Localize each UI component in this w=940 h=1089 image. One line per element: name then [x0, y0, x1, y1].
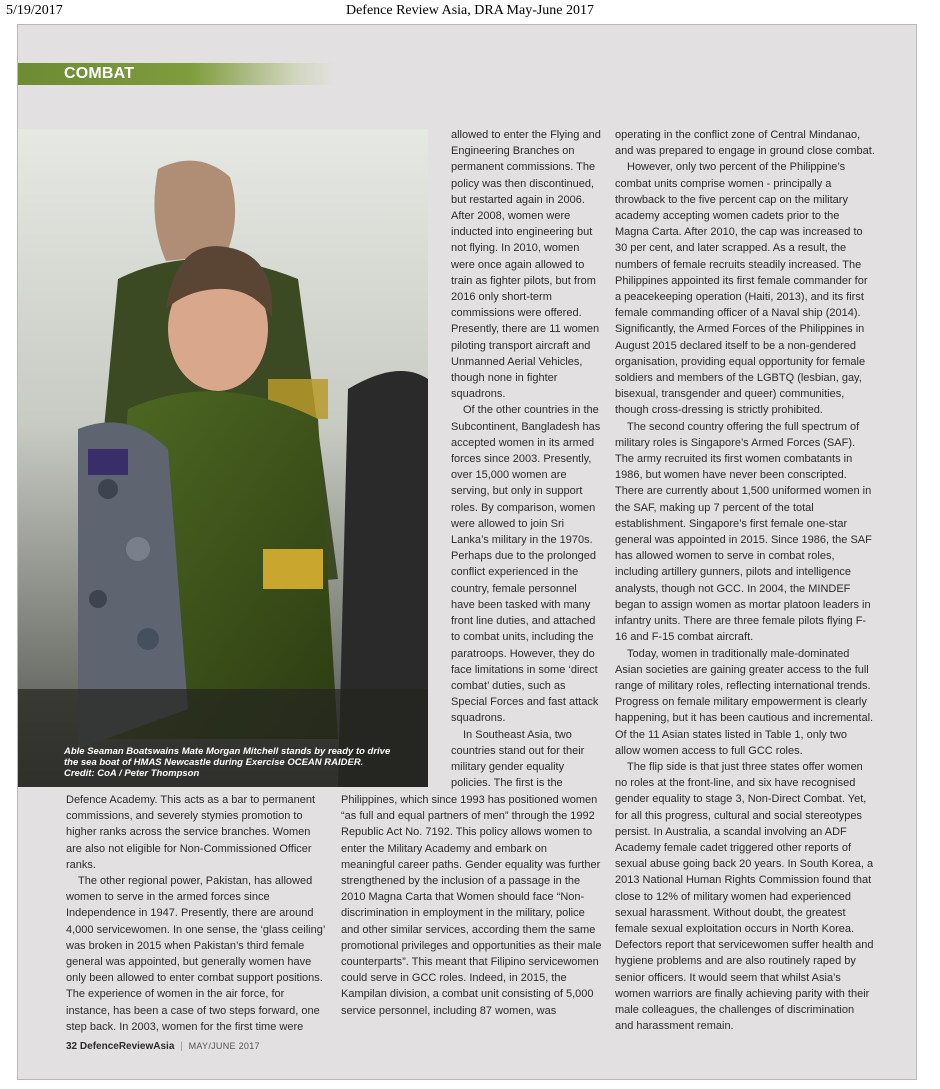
article-column-narrow	[451, 127, 601, 791]
photo-illustration	[18, 129, 428, 787]
paragraph: The flip side is that just three states offer women no roles at the front-line, and six have recognised gender equality to stage 3, Non-Direct Combat. Yet, for all this progress, cultural and social stereotypes persist. In Australia, a scandal involving an ADF Academy female cadet triggered other reports of sexual abuse going back 20 years. In South Korea, a 2013 National Human Rights Commission found that close to 12% of military women had experienced sexual harassment. Without doubt, the greatest female sexual exploitation occurs in North Korea. Defectors report that servicewomen suffer health and hygiene problems and are also routinely raped by senior officers. It would seem that whilst Asia’s women warriors are finally achieving parity with their male colleagues, the challenges of discrimination and harassment remain.	[615, 760, 874, 1033]
article-column-right	[615, 127, 875, 1034]
paragraph: Today, women in traditionally male-dominated Asian societies are gaining greater access to the full range of military roles, reflecting international trends. Progress on female military empowerment is clearly happening, but it has been cautious and incremental. Of the 11 Asian states listed in Table 1, only two allow women access to full GCC roles.	[615, 647, 874, 757]
page-number: 32	[66, 1041, 78, 1052]
paragraph: In Southeast Asia, two countries stand out for their military gender equality policies. The first is the	[451, 728, 585, 790]
caption-line: the sea boat of HMAS Newcastle during Exercise OCEAN RAIDER.	[64, 757, 364, 768]
issue-date: MAY/JUNE 2017	[188, 1041, 260, 1051]
print-header	[0, 0, 940, 22]
paragraph: Philippines, which since 1993 has positioned women “as full and equal partners of men” through the 1992 Republic Act No. 7192. This policy allows women to enter the Military Academy and embark on meaningful career paths. Gender equality was further strengthened by the inclusion of a passage in the 2010 Magna Carta that Women should face “Non-discrimination in employment in the military, police and other similar services, according them the same promotional privileges and opportunities as their male counterparts”. This meant that Filipino servicewomen could serve in GCC roles. Indeed, in 2015, the Kampilan division, a combat unit consisting of 5,000 service personnel, including 87 women, was	[341, 794, 602, 1017]
paragraph: Of the other countries in the Subcontinent, Bangladesh has accepted women in its armed forces since 2003. Presently, over 15,000 women are serving, but only in support roles. By comparison, women were allowed to join Sri Lanka’s military in the 1970s. Perhaps due to the prolonged conflict experienced in the country, female personnel have been tasked with many front line duties, and attached to combat units, including the paratroops. However, they do face limitations in some ‘direct combat’ duties, such as Special Forces and fast attack squadrons.	[451, 404, 601, 725]
print-title: Defence Review Asia, DRA May-June 2017	[345, 3, 595, 18]
footer-separator: |	[180, 1041, 183, 1052]
article-column-middle	[341, 792, 603, 1019]
caption-line: Able Seaman Boatswains Mate Morgan Mitchell stands by ready to drive	[64, 746, 391, 757]
caption-credit: Credit: CoA / Peter Thompson	[64, 768, 200, 779]
paragraph: operating in the conflict zone of Central Mindanao, and was prepared to engage in ground close combat.	[615, 129, 875, 158]
photo-caption	[64, 746, 404, 779]
paragraph: The other regional power, Pakistan, has allowed women to serve in the armed forces since Independence in 1947. Presently, there are around 4,000 servicewomen. In one sense, the ‘glass ceiling’ was broken in 2015 when Pakistan’s third female general was appointed, but generally women have only been allowed to enter combat support positions. The experience of women in the air force, for instance, has been a case of two steps forward, one step back. In 2003, women for the first time were	[66, 875, 325, 1033]
article-photo	[18, 129, 428, 787]
section-banner	[18, 63, 334, 85]
magazine-page	[17, 24, 917, 1080]
page-footer	[66, 1041, 260, 1052]
paragraph: Defence Academy. This acts as a bar to permanent commissions, and severely stymies promotion to higher ranks across the service branches. Women are also not eligible for Non-Commissioned Officer ranks.	[66, 794, 316, 871]
paragraph: The second country offering the full spectrum of military roles is Singapore’s Armed Forces (SAF). The army recruited its first women combatants in 1986, but women have never been conscripted. There are currently about 1,500 uniformed women in the SAF, making up 7 percent of the total establishment. Singapore’s first female one-star general was appointed in 2015. Since 1986, the SAF has allowed women to serve in combat roles, including artillery gunners, pilots and intelligence analysts, though not GCC. In 2004, the MINDEF began to assign women as mortar platoon leaders in infantry units. There are three female pilots flying F-16 and F-15 combat aircraft.	[615, 420, 872, 644]
publication-name: DefenceReviewAsia	[79, 1041, 175, 1052]
paragraph: However, only two percent of the Philippine’s combat units comprise women - principally a throwback to the five percent cap on the military academy accepting women cadets prior to the Magna Carta. After 2010, the cap was increased to 30 per cent, and later scrapped. As a result, the numbers of female recruits steadily increased. The Philippines appointed its first female commander for a peacekeeping operation (Haiti, 2013), and its first female commanding officer of a Naval ship (2014). Significantly, the Armed Forces of the Philippines in August 2015 declared itself to be a non-gendered organisation, providing equal opportunity for female soldiers and members of the LGBTQ (lesbian, gay, bisexual, transgender and queer) communities, though cross-dressing is strictly prohibited.	[615, 161, 868, 417]
article-column-left	[66, 792, 328, 1035]
paragraph: allowed to enter the Flying and Engineering Branches on permanent commissions. The policy was then discontinued, but restarted again in 2006. After 2008, women were inducted into engineering but not flying. In 2010, women were once again allowed to train as fighter pilots, but from 2016 only short-term commissions were offered. Presently, there are 11 women piloting transport aircraft and Unmanned Aerial Vehicles, though none in fighter squadrons.	[451, 129, 601, 401]
section-title: COMBAT	[64, 65, 135, 82]
print-date: 5/19/2017	[6, 3, 63, 18]
